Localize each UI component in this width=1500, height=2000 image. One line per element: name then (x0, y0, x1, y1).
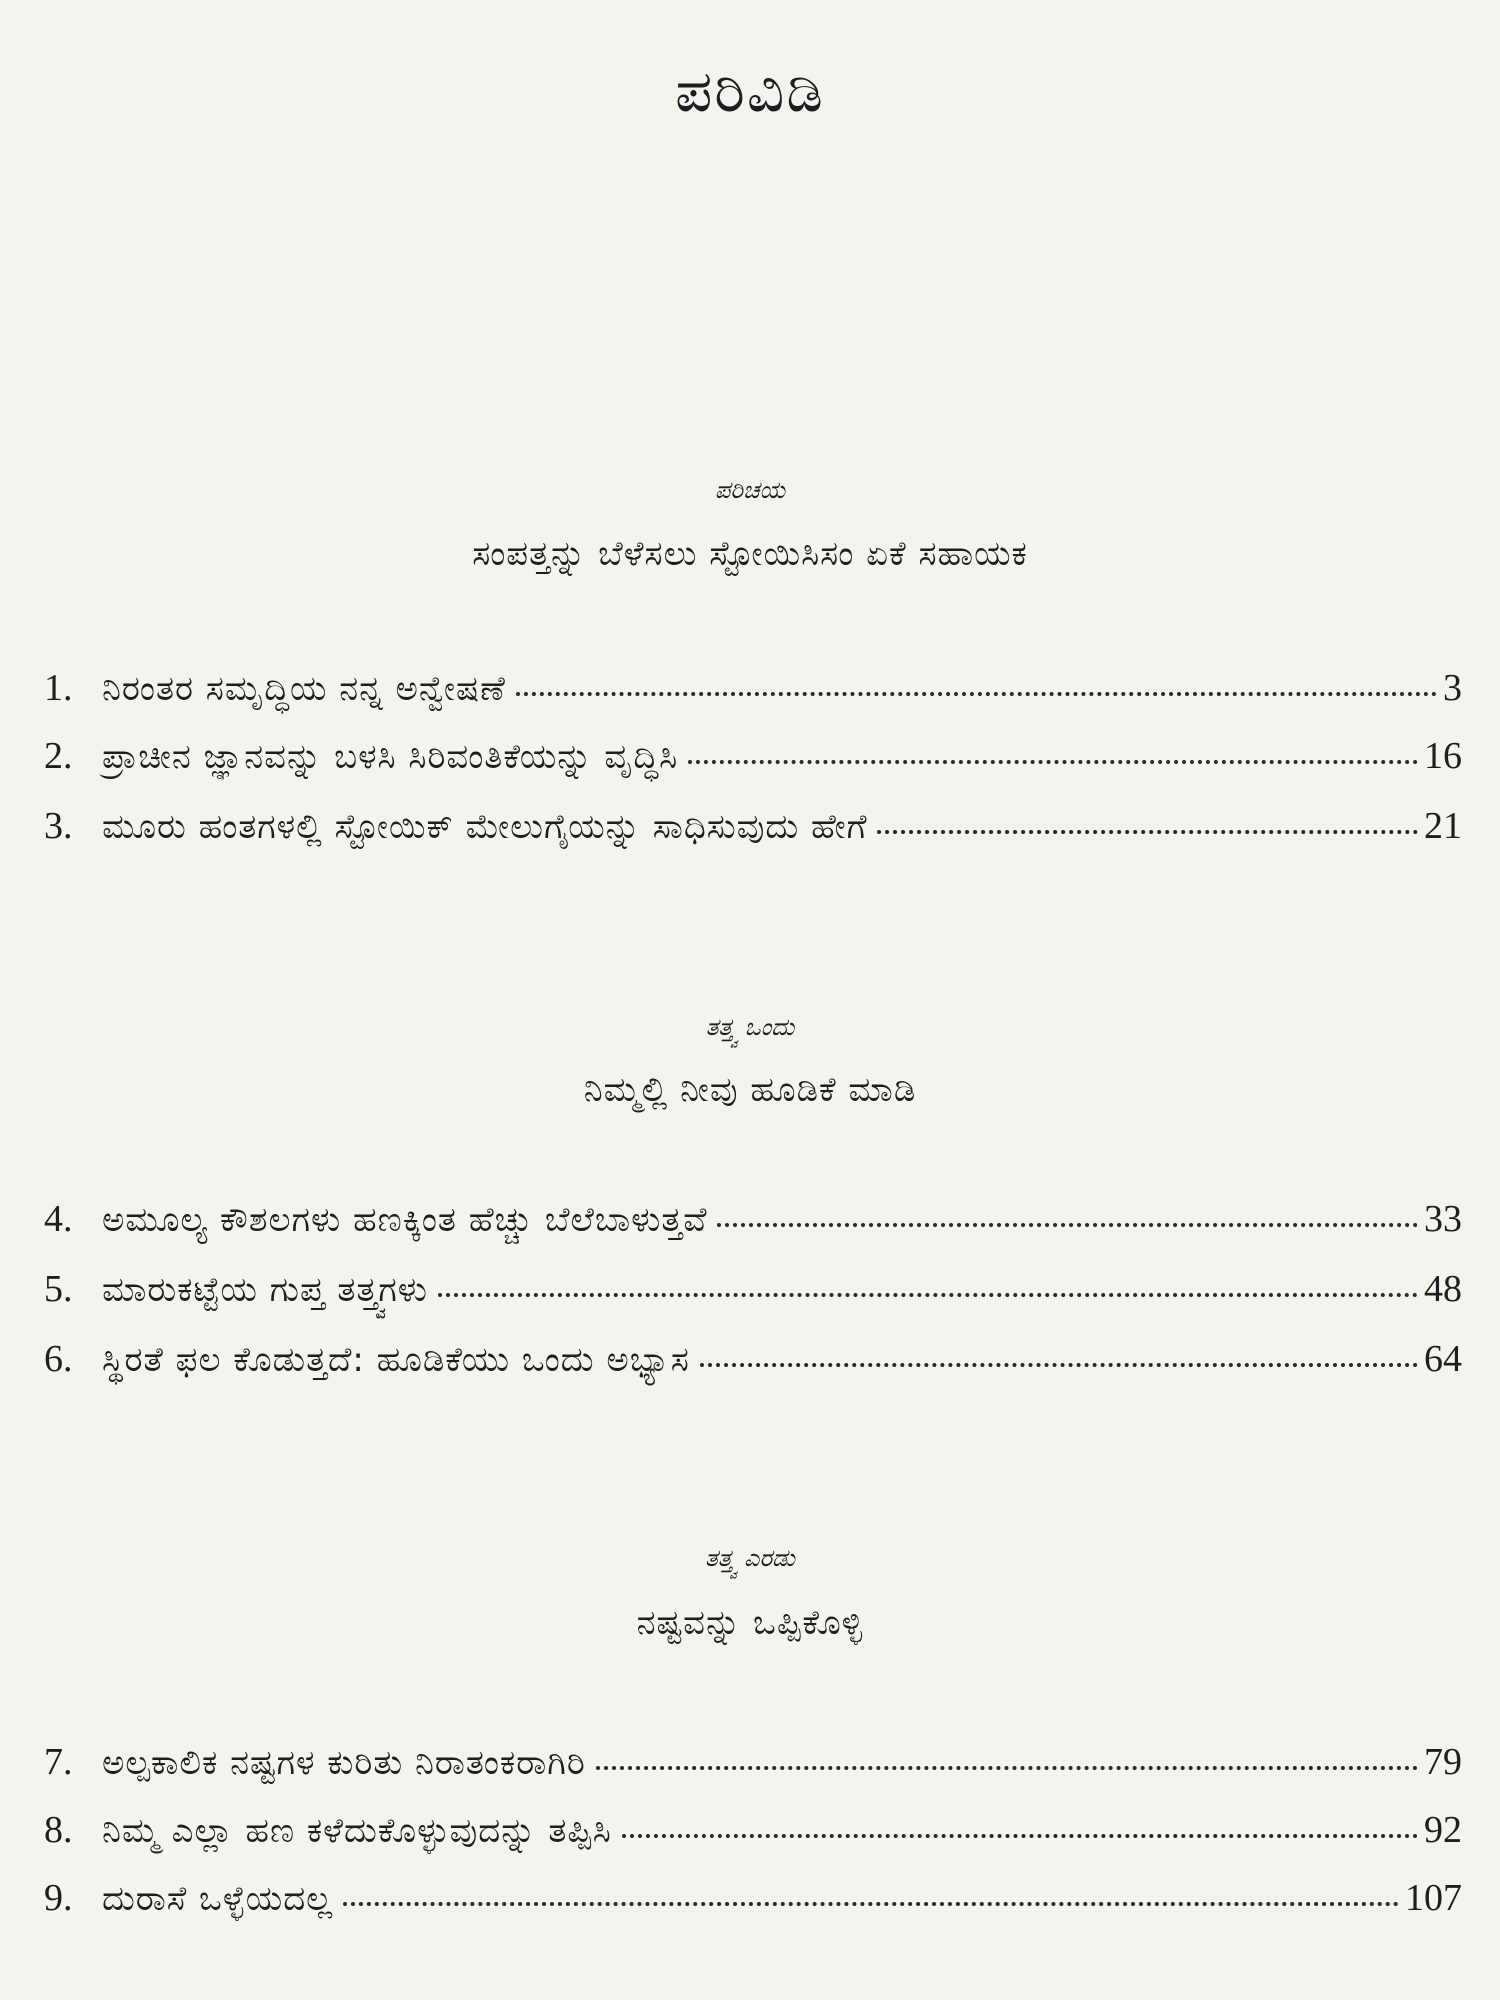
toc-entry (44, 1335, 1462, 1385)
entry-title: ಸ್ಥಿರತೆ ಫಲ ಕೊಡುತ್ತದೆ: ಹೂಡಿಕೆಯು ಒಂದು ಅಭ್ಯಾಸ (102, 1340, 690, 1380)
dot-leader (343, 1902, 1399, 1906)
entry-page-number: 92 (1424, 1809, 1462, 1851)
section-title: ಸಂಪತ್ತನ್ನು ಬೆಳೆಸಲು ಸ್ಟೋಯಿಸಿಸಂ ಏಕೆ ಸಹಾಯಕ (472, 534, 1028, 574)
dot-leader (438, 1293, 1418, 1297)
section-label: ಪರಿಚಯ (714, 476, 786, 504)
dot-leader (700, 1363, 1418, 1367)
section-title: ನಿಮ್ಮಲ್ಲಿ ನೀವು ಹೂಡಿಕೆ ಮಾಡಿ (583, 1070, 917, 1110)
toc-entry (44, 1738, 1462, 1788)
toc-entry (44, 1265, 1462, 1315)
dot-leader (622, 1834, 1418, 1838)
dot-leader (717, 1223, 1418, 1227)
dot-leader (516, 692, 1437, 696)
entry-page-number: 3 (1443, 667, 1462, 709)
entry-title: ದುರಾಸೆ ಒಳ್ಳೆಯದಲ್ಲ (102, 1879, 334, 1919)
entry-page-number: 107 (1405, 1877, 1462, 1919)
toc-entry (44, 1195, 1462, 1245)
entry-title: ಮಾರುಕಟ್ಟೆಯ ಗುಪ್ತ ತತ್ತ್ವಗಳು (102, 1270, 428, 1310)
toc-entry (44, 1806, 1462, 1856)
entry-number: 5. (44, 1268, 73, 1310)
entry-page-number: 16 (1424, 735, 1462, 777)
dot-leader (688, 760, 1418, 764)
section-label: ತತ್ತ್ವ ಎರಡು (705, 1544, 795, 1572)
toc-entry (44, 1874, 1462, 1924)
entry-page-number: 79 (1424, 1741, 1462, 1783)
toc-entry (44, 732, 1462, 782)
entry-page-number: 21 (1424, 805, 1462, 847)
entry-title: ಅಮೂಲ್ಯ ಕೌಶಲಗಳು ಹಣಕ್ಕಿಂತ ಹೆಚ್ಚು ಬೆಲೆಬಾಳುತ್ತವೆ (102, 1200, 708, 1240)
entry-number: 9. (44, 1877, 73, 1919)
entry-page-number: 48 (1424, 1268, 1462, 1310)
entry-number: 2. (44, 735, 73, 777)
entry-title: ನಿಮ್ಮ ಎಲ್ಲಾ ಹಣ ಕಳೆದುಕೊಳ್ಳುವುದನ್ನು ತಪ್ಪಿಸಿ (102, 1811, 612, 1851)
toc-entry (44, 802, 1462, 852)
entry-number: 6. (44, 1338, 73, 1380)
entry-number: 3. (44, 805, 73, 847)
page-title: ಪರಿವಿಡಿ (675, 57, 825, 125)
section-title: ನಷ್ಟವನ್ನು ಒಪ್ಪಿಕೊಳ್ಳಿ (636, 1603, 864, 1643)
dot-leader (596, 1766, 1418, 1770)
section-label: ತತ್ತ್ವ ಒಂದು (705, 1013, 795, 1041)
entry-page-number: 33 (1424, 1198, 1462, 1240)
entry-page-number: 64 (1424, 1338, 1462, 1380)
entry-number: 7. (44, 1741, 73, 1783)
dot-leader (877, 830, 1418, 834)
entry-number: 4. (44, 1198, 73, 1240)
entry-number: 1. (44, 667, 73, 709)
entry-title: ಅಲ್ಪಕಾಲಿಕ ನಷ್ಟಗಳ ಕುರಿತು ನಿರಾತಂಕರಾಗಿರಿ (102, 1743, 586, 1783)
entry-title: ಮೂರು ಹಂತಗಳಲ್ಲಿ ಸ್ಟೋಯಿಕ್ ಮೇಲುಗೈಯನ್ನು ಸಾಧಿಸುವುದು ಹೇಗೆ (102, 807, 868, 847)
entry-title: ನಿರಂತರ ಸಮೃದ್ಧಿಯ ನನ್ನ ಅನ್ವೇಷಣೆ (102, 669, 506, 709)
entry-number: 8. (44, 1809, 73, 1851)
entry-title: ಪ್ರಾಚೀನ ಜ್ಞಾನವನ್ನು ಬಳಸಿ ಸಿರಿವಂತಿಕೆಯನ್ನು ವೃದ್ಧಿಸಿ (102, 737, 679, 777)
toc-entry (44, 664, 1462, 714)
